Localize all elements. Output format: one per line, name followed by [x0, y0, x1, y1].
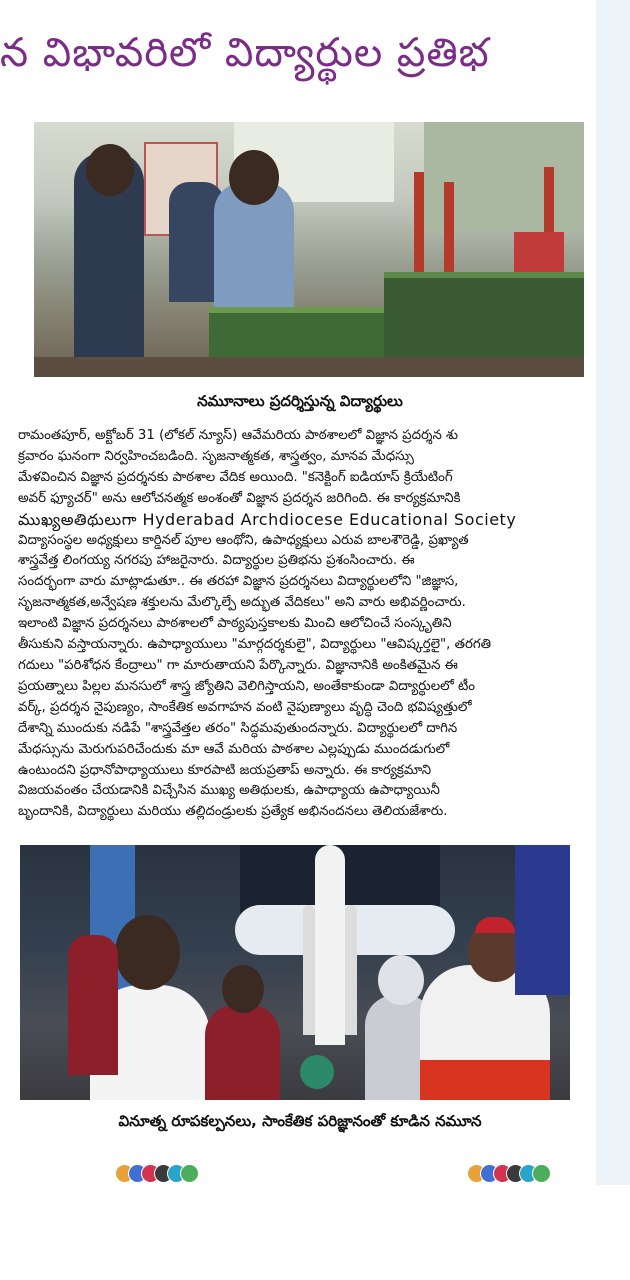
dot-icon	[180, 1164, 199, 1183]
rocket-booster	[303, 905, 315, 1035]
page-edge-strip	[596, 0, 630, 1185]
headline: న విభావరిలో విద్యార్థుల ప్రతిభ	[0, 30, 490, 76]
article-line: క్రవారం ఘనంగా నిర్వహించబడింది. సృజనాత్మకత, శాస్త్రత్వం, మానవ మేధస్సు	[18, 448, 414, 464]
student-red-blazer	[68, 935, 118, 1075]
blue-curtain	[515, 845, 570, 995]
model-tower	[414, 172, 424, 282]
student-head	[86, 144, 134, 196]
student-head	[222, 965, 264, 1013]
model-table	[384, 272, 584, 358]
rocket-model	[315, 845, 345, 1045]
person-head	[115, 915, 180, 990]
article-line: గదులు "పరిశోధన కేంద్రాలు" గా మారుతాయని పేర్కొన్నారు. విజ్ఞానానికి అంకితమైన ఈ	[18, 657, 458, 673]
astronaut-helmet	[378, 955, 424, 1005]
cardinal-sash	[420, 1060, 550, 1100]
article-line: తీసుకుని వస్తాయన్నారు. ఉపాధ్యాయులు "మార్గదర్శకులై", విద్యార్థులు "ఆవిష్కర్తలై", తరగతి	[18, 637, 492, 653]
student-red-blazer	[205, 1005, 280, 1100]
article-line: ముఖ్యఅతిథులుగా Hyderabad Archdiocese Educational Society	[18, 509, 517, 529]
article-line: విజయవంతం చేయడానికి విచ్చేసిన ముఖ్య అతిథులకు, ఉపాధ్యాయ ఉపాధ్యాయినీ	[18, 783, 440, 799]
article-line: దేశాన్ని ముందుకు నడిపే "శాస్త్రవేత్తల తరం" సిద్ధమవుతుందన్నారు. విద్యార్థులలో దాగిన	[18, 720, 458, 736]
dot-icon	[532, 1164, 551, 1183]
photo-students-presenting-models	[34, 122, 584, 377]
article-line: సందర్భంగా వారు మాట్లాడుతూ.. ఈ తరహా విజ్ఞాన ప్రదర్శనలు విద్యార్థులలోని "జిజ్ఞాస,	[18, 574, 459, 590]
article-line: బృందానికి, విద్యార్థులు మరియు తల్లిదండ్రులకు ప్రత్యేక అభినందనలు తెలియజేశారు.	[18, 804, 448, 820]
photo-rocket-model-guests	[20, 845, 570, 1100]
article-line: అవర్ ఫ్యూచర్" అను ఆలోచనత్మక అంశంతో విజ్ఞాన ప్రదర్శన జరిగింది. ఈ కార్యక్రమానికి	[18, 490, 461, 506]
floor	[34, 357, 584, 377]
article-line: మేళవించిన విజ్ఞాన ప్రదర్శనకు పాఠశాల వేదిక అయింది. "కనెక్టింగ్ ఐడియాస్ క్రియేటింగ్	[18, 469, 453, 485]
article-line: ఉంటుందని ప్రధానోపాధ్యాయులు కూరపాటి జయప్రతాప్ అన్నారు. ఈ కార్యక్రమాని	[18, 762, 432, 778]
article-line: శాస్త్రవేత్త లింగయ్య నగరపు హాజరైనారు. విద్యార్థుల ప్రతిభను ప్రశంసించారు. ఈ	[18, 553, 415, 569]
photo1-caption: నమూనాలు ప్రదర్శిస్తున్న విద్యార్థులు	[197, 392, 403, 410]
student-head	[229, 150, 279, 205]
decorative-dots-right	[467, 1164, 551, 1182]
article-line: ప్రయత్నాలు పిల్లల మనసులో శాస్త్ర జ్యోతిని వెలిగిస్తాయని, అంతేకాకుండా విద్యార్థులలో టీం	[18, 678, 476, 694]
article-line: మేధస్సును మెరుగుపరిచేందుకు మా ఆవే మరియ పాఠశాల ఎల్లప్పుడు ముందడుగులో	[18, 741, 450, 757]
article-line: ఇలాంటి విజ్ఞాన ప్రదర్శనలు పాఠశాలలో పాఠ్యపుస్తకాలకు మించి ఆలోచించే సంస్కృతిని	[18, 616, 452, 632]
rocket-booster	[345, 905, 357, 1035]
model-house	[514, 232, 564, 272]
red-cap	[475, 917, 515, 933]
article-line: విద్యాసంస్థల అధ్యక్షులు కార్డినల్ పూల ఆంథోని, ఉపాధ్యక్షులు ఎరువ బాలశౌరెడ్డి, ప్రఖ్యాత	[18, 532, 469, 548]
article-line: సృజనాత్మకత,అన్వేషణ శక్తులను మేల్కొల్పే అద్భుత వేదికలు" అని వారు అభివర్ణించారు.	[18, 595, 466, 611]
article-body	[18, 426, 583, 830]
article-line: వర్క్, ప్రదర్శన నైపుణ్యం, సాంకేతిక అవగాహన వంటి నైపుణ్యాలు వృద్ధి చెంది భవిష్యత్తులో	[18, 699, 472, 715]
model-tower	[444, 182, 454, 282]
globe-model	[300, 1055, 334, 1089]
photo2-caption: వినూత్న రూపకల్పనలు, సాంకేతిక పరిజ్ఞానంతో కూడిన నమూన	[118, 1112, 482, 1130]
article-line: రామంతపూర్, అక్టోబర్ 31 (లోకల్ న్యూస్) ఆవేమరియ పాఠశాలలో విజ్ఞాన ప్రదర్శన శు	[18, 428, 458, 443]
decorative-dots-left	[115, 1164, 199, 1182]
